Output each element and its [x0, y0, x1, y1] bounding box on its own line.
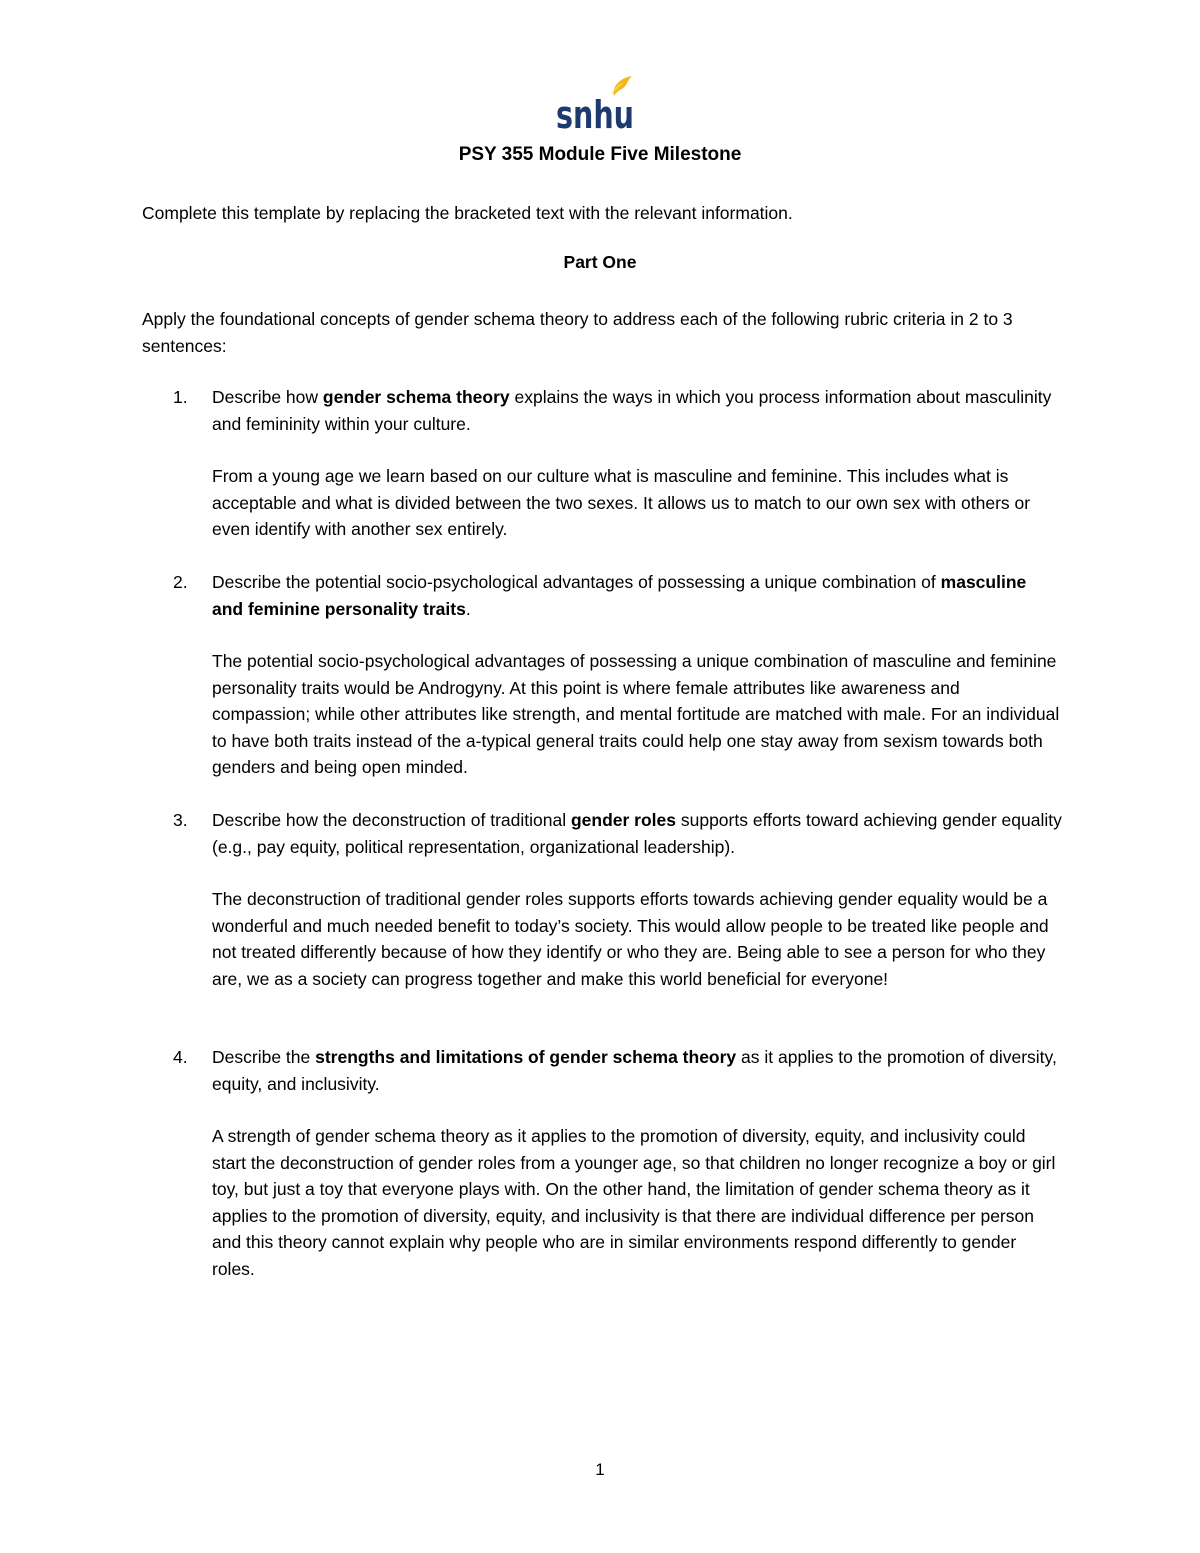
intro-paragraph: Apply the foundational concepts of gender schema theory to address each of the following rubric criteria in 2 to 3 sentences:: [142, 309, 1013, 356]
list-item-2: [142, 569, 1062, 781]
part-heading: Part One: [563, 252, 637, 272]
snhu-logo: [554, 74, 638, 137]
item-prompt: Describe the potential socio-psychological advantages of possessing a unique combination of masculine and feminine personality traits.: [212, 572, 1027, 619]
item-number: 2.: [173, 572, 188, 592]
item-answer: The potential socio-psychological advantages of possessing a unique combination of masculine and feminine personality traits would be Androgyny. At this point is where female attributes like awareness and compassion; while other attributes like strength, and mental fortitude are matched with male. For an individual to have both traits instead of the a-typical general traits could help one stay away from sexism towards both genders and being open minded.: [212, 651, 1060, 777]
instruction-text: Complete this template by replacing the bracketed text with the relevant information.: [142, 203, 793, 223]
item-prompt: Describe how the deconstruction of traditional gender roles supports efforts toward achieving gender equality (e.g., pay equity, political representation, organizational leadership).: [212, 810, 1062, 857]
item-answer: A strength of gender schema theory as it applies to the promotion of diversity, equity, and inclusivity could start the deconstruction of gender roles from a younger age, so that children no longer recognize a boy or girl toy, but just a toy that everyone plays with. On the other hand, the limitation of gender schema theory as it applies to the promotion of diversity, equity, and inclusivity is that there are individual difference per person and this theory cannot explain why people who are in similar environments respond differently to gender roles.: [212, 1126, 1056, 1279]
list-item-3: [142, 807, 1062, 992]
item-prompt: Describe how gender schema theory explains the ways in which you process information about masculinity and femininity within your culture.: [212, 387, 1052, 434]
list-item-1: [142, 384, 1062, 543]
item-answer: The deconstruction of traditional gender roles supports efforts towards achieving gender equality would be a wonderful and much needed benefit to today’s society. This would allow people to be treated like people and not treated differently because of how they identify or who they are. Being able to see a person for who they are, we as a society can progress together and make this world beneficial for everyone!: [212, 889, 1049, 989]
page-number: 1: [595, 1460, 605, 1479]
list-item-4: [142, 1044, 1062, 1282]
item-number: 3.: [173, 810, 188, 830]
item-prompt: Describe the strengths and limitations of gender schema theory as it applies to the promotion of diversity, equity, and inclusivity.: [212, 1047, 1057, 1094]
logo-text: snhu: [556, 93, 634, 137]
document-title: PSY 355 Module Five Milestone: [458, 144, 742, 165]
item-number: 4.: [173, 1047, 188, 1067]
item-answer: From a young age we learn based on our culture what is masculine and feminine. This includes what is acceptable and what is divided between the two sexes. It allows us to match to our own sex with others or even identify with another sex entirely.: [212, 466, 1031, 539]
item-number: 1.: [173, 387, 188, 407]
